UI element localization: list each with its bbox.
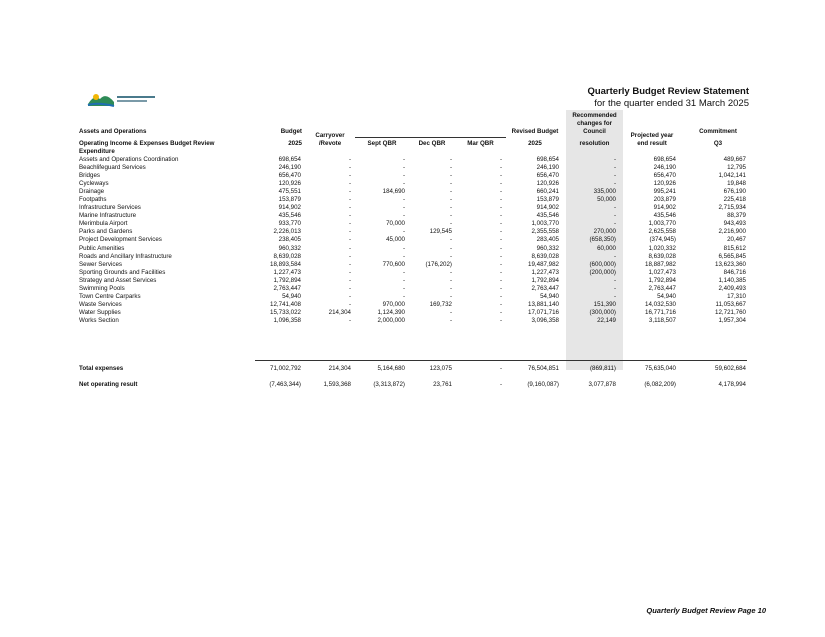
- header-budget: Budget: [280, 128, 302, 135]
- row-label: Town Centre Carparks: [79, 292, 141, 300]
- row-label: Bridges: [79, 172, 100, 180]
- net-sept: (3,313,872): [373, 381, 405, 388]
- cell-commit: 943,493: [723, 220, 746, 228]
- cell-commit: 19,848: [727, 180, 746, 188]
- cell-rec: -: [613, 252, 616, 260]
- cell-carry: -: [348, 284, 351, 292]
- cell-sept: 1,124,390: [377, 308, 405, 316]
- header-mar-qbr: Mar QBR: [467, 140, 494, 147]
- page-footer: Quarterly Budget Review Page 10: [646, 606, 766, 615]
- cell-rec: -: [613, 276, 616, 284]
- cell-proj: 14,032,530: [645, 300, 676, 308]
- net-projected: (6,082,209): [644, 381, 676, 388]
- cell-mar: -: [499, 204, 502, 212]
- cell-proj: 698,654: [653, 156, 676, 163]
- table-row: [79, 317, 747, 325]
- cell-carry: -: [348, 300, 351, 308]
- cell-budget: 18,893,584: [270, 260, 301, 268]
- cell-budget: 246,190: [278, 164, 301, 172]
- cell-commit: 1,957,304: [718, 316, 746, 324]
- net-mar: -: [499, 381, 502, 388]
- row-label: Water Supplies: [79, 308, 121, 316]
- row-label: Infrastructure Services: [79, 204, 141, 212]
- cell-commit: 2,409,493: [718, 284, 746, 292]
- table-row: [79, 212, 747, 220]
- table-row: [79, 204, 747, 212]
- row-label: Roads and Ancillary Infrastructure: [79, 252, 172, 260]
- cell-revised: 914,902: [536, 204, 559, 212]
- net-carryover: 1,593,368: [323, 381, 351, 388]
- cell-carry: -: [348, 180, 351, 188]
- cell-commit: 6,565,845: [718, 252, 746, 260]
- cell-proj: 3,118,507: [648, 316, 676, 324]
- table-row: [79, 293, 747, 301]
- total-commitment: 59,602,684: [715, 365, 746, 372]
- cell-mar: -: [499, 308, 502, 316]
- cell-budget: 933,770: [278, 220, 301, 228]
- header-budget-year: 2025: [288, 140, 302, 147]
- report-subtitle: for the quarter ended 31 March 2025: [594, 98, 749, 109]
- cell-commit: 88,379: [727, 212, 746, 220]
- row-label: Strategy and Asset Services: [79, 276, 157, 284]
- total-budget: 71,002,792: [270, 365, 301, 372]
- cell-mar: -: [499, 252, 502, 260]
- table-row: [79, 253, 747, 261]
- row-label: Footpaths: [79, 196, 107, 204]
- cell-mar: -: [499, 300, 502, 308]
- total-carryover: 214,304: [328, 365, 351, 372]
- cell-budget: 1,792,894: [273, 276, 301, 284]
- cell-dec: -: [449, 212, 452, 220]
- table-row: [79, 196, 747, 204]
- total-revised: 76,504,851: [528, 365, 559, 372]
- cell-dec: -: [449, 188, 452, 196]
- cell-budget: 698,654: [278, 156, 301, 163]
- cell-rec: -: [613, 164, 616, 172]
- cell-carry: -: [348, 244, 351, 252]
- net-recommended: 3,077,878: [588, 381, 616, 388]
- cell-dec: -: [449, 180, 452, 188]
- cell-commit: 12,795: [727, 164, 746, 172]
- cell-revised: 2,355,558: [531, 228, 559, 236]
- cell-proj: 203,879: [653, 196, 676, 204]
- cell-mar: -: [499, 260, 502, 268]
- cell-mar: -: [499, 188, 502, 196]
- cell-sept: -: [402, 284, 405, 292]
- cell-budget: 1,096,358: [273, 316, 301, 324]
- cell-mar: -: [499, 292, 502, 300]
- cell-carry: -: [348, 252, 351, 260]
- net-result-label: Net operating result: [79, 381, 138, 388]
- cell-sept: 184,690: [382, 188, 405, 196]
- row-label: Sporting Grounds and Facilities: [79, 268, 166, 276]
- cell-revised: 246,190: [536, 164, 559, 172]
- table-row: [79, 301, 747, 309]
- cell-proj: 16,771,716: [645, 308, 676, 316]
- header-sept-qbr: Sept QBR: [367, 140, 397, 147]
- cell-proj: 995,241: [653, 188, 676, 196]
- cell-sept: -: [402, 252, 405, 260]
- cell-proj: 656,470: [653, 172, 676, 180]
- cell-rec: -: [613, 284, 616, 292]
- cell-dec: -: [449, 164, 452, 172]
- cell-sept: 70,000: [386, 220, 405, 228]
- header-recommended: Recommended: [572, 112, 617, 119]
- cell-sept: -: [402, 204, 405, 212]
- cell-carry: -: [348, 164, 351, 172]
- totals-rule: [255, 360, 747, 361]
- cell-commit: 2,216,900: [718, 228, 746, 236]
- cell-proj: 914,902: [653, 204, 676, 212]
- cell-budget: 15,733,022: [270, 308, 301, 316]
- header-end-result: end result: [637, 140, 667, 147]
- table-row: [79, 156, 747, 164]
- header-carryover: Carryover: [315, 132, 345, 139]
- cell-sept: -: [402, 156, 405, 163]
- cell-budget: 1,227,473: [273, 268, 301, 276]
- table-row: [79, 164, 747, 172]
- total-sept: 5,164,680: [377, 365, 405, 372]
- cell-rec: 335,000: [593, 188, 616, 196]
- total-expenses-row: [79, 364, 747, 373]
- cell-budget: 12,741,408: [270, 300, 301, 308]
- cell-carry: -: [348, 236, 351, 244]
- cell-rec: -: [613, 180, 616, 188]
- total-mar: -: [499, 365, 502, 372]
- cell-carry: -: [348, 196, 351, 204]
- cell-mar: -: [499, 228, 502, 236]
- cell-rec: (200,000): [589, 268, 616, 276]
- cell-carry: -: [348, 204, 351, 212]
- cell-carry: -: [348, 276, 351, 284]
- cell-rec: (658,350): [589, 236, 616, 244]
- cell-proj: 1,003,770: [648, 220, 676, 228]
- cell-dec: -: [449, 220, 452, 228]
- table-row: [79, 228, 747, 236]
- cell-mar: -: [499, 276, 502, 284]
- header-resolution: resolution: [579, 140, 610, 147]
- cell-revised: 3,096,358: [531, 316, 559, 324]
- cell-revised: 960,332: [536, 244, 559, 252]
- header-revote: /Revote: [318, 140, 342, 147]
- cell-proj: 8,639,028: [648, 252, 676, 260]
- cell-sept: 45,000: [386, 236, 405, 244]
- row-label: Drainage: [79, 188, 105, 196]
- cell-carry: -: [348, 212, 351, 220]
- cell-sept: -: [402, 228, 405, 236]
- cell-dec: 169,732: [429, 300, 452, 308]
- cell-budget: 656,470: [278, 172, 301, 180]
- cell-sept: 2,000,000: [377, 316, 405, 324]
- cell-proj: 2,763,447: [648, 284, 676, 292]
- header-council: Council: [583, 128, 606, 135]
- row-label: Merimbula Airport: [79, 220, 128, 228]
- expenditure-table: [79, 156, 747, 325]
- cell-revised: 8,639,028: [531, 252, 559, 260]
- cell-budget: 914,902: [278, 204, 301, 212]
- cell-commit: 13,623,360: [715, 260, 746, 268]
- cell-rec: -: [613, 292, 616, 300]
- row-label: Marine Infrastructure: [79, 212, 137, 220]
- row-label: Works Section: [79, 316, 119, 324]
- cell-carry: -: [348, 268, 351, 276]
- cell-rec: -: [613, 156, 616, 163]
- row-label: Cycleways: [79, 180, 109, 188]
- table-row: [79, 180, 747, 188]
- cell-proj: 2,625,558: [648, 228, 676, 236]
- net-commitment: 4,178,994: [718, 381, 746, 388]
- cell-proj: 1,792,894: [648, 276, 676, 284]
- cell-budget: 54,940: [282, 292, 301, 300]
- cell-carry: -: [348, 220, 351, 228]
- cell-revised: 2,763,447: [531, 284, 559, 292]
- cell-commit: 20,467: [727, 236, 746, 244]
- cell-dec: -: [449, 316, 452, 324]
- cell-dec: -: [449, 292, 452, 300]
- cell-budget: 960,332: [278, 244, 301, 252]
- cell-dec: 129,545: [429, 228, 452, 236]
- header-q3: Q3: [713, 140, 723, 147]
- cell-proj: (374,945): [649, 236, 676, 244]
- cell-sept: -: [402, 212, 405, 220]
- cell-proj: 1,020,332: [648, 244, 676, 252]
- cell-rec: 60,000: [597, 244, 616, 252]
- header-revised-year: 2025: [528, 140, 542, 147]
- row-label: Assets and Operations Coordination: [79, 156, 179, 163]
- cell-mar: -: [499, 172, 502, 180]
- table-row: [79, 309, 747, 317]
- cell-commit: 1,140,385: [718, 276, 746, 284]
- cell-commit: 676,190: [723, 188, 746, 196]
- cell-rec: 50,000: [597, 196, 616, 204]
- total-expenses-label: Total expenses: [79, 365, 124, 372]
- cell-sept: -: [402, 244, 405, 252]
- cell-proj: 18,887,982: [645, 260, 676, 268]
- cell-commit: 815,612: [723, 244, 746, 252]
- cell-rec: (600,000): [589, 260, 616, 268]
- cell-mar: -: [499, 236, 502, 244]
- cell-carry: -: [348, 228, 351, 236]
- table-row: [79, 220, 747, 228]
- cell-sept: -: [402, 164, 405, 172]
- cell-revised: 1,227,473: [531, 268, 559, 276]
- cell-revised: 54,940: [540, 292, 559, 300]
- table-row: [79, 236, 747, 244]
- cell-proj: 246,190: [653, 164, 676, 172]
- cell-revised: 17,071,716: [528, 308, 559, 316]
- cell-mar: -: [499, 316, 502, 324]
- cell-revised: 283,405: [536, 236, 559, 244]
- header-dec-qbr: Dec QBR: [418, 140, 446, 147]
- cell-revised: 120,926: [536, 180, 559, 188]
- header-section-line2: Operating Income & Expenses Budget Review: [79, 140, 215, 147]
- cell-revised: 656,470: [536, 172, 559, 180]
- table-row: [79, 269, 747, 277]
- cell-rec: -: [613, 172, 616, 180]
- cell-carry: -: [348, 172, 351, 180]
- net-budget: (7,463,344): [269, 381, 301, 388]
- cell-sept: -: [402, 172, 405, 180]
- cell-budget: 475,551: [278, 188, 301, 196]
- row-label: Parks and Gardens: [79, 228, 133, 236]
- cell-commit: 1,042,141: [718, 172, 746, 180]
- cell-carry: 214,304: [328, 308, 351, 316]
- row-label: Project Development Services: [79, 236, 162, 244]
- council-logo: [84, 88, 160, 110]
- row-label: Waste Services: [79, 300, 122, 308]
- cell-sept: 970,000: [382, 300, 405, 308]
- cell-proj: 435,546: [653, 212, 676, 220]
- cell-budget: 153,879: [278, 196, 301, 204]
- header-section-line1: Assets and Operations: [79, 128, 147, 135]
- cell-sept: -: [402, 196, 405, 204]
- expenditure-heading: Expenditure: [79, 148, 115, 155]
- cell-budget: 120,926: [278, 180, 301, 188]
- cell-sept: 770,600: [382, 260, 405, 268]
- cell-mar: -: [499, 212, 502, 220]
- cell-sept: -: [402, 292, 405, 300]
- cell-mar: -: [499, 180, 502, 188]
- cell-rec: -: [613, 212, 616, 220]
- cell-mar: -: [499, 156, 502, 163]
- net-revised: (9,160,087): [527, 381, 559, 388]
- cell-budget: 2,226,013: [273, 228, 301, 236]
- cell-revised: 19,487,982: [528, 260, 559, 268]
- cell-mar: -: [499, 268, 502, 276]
- cell-commit: 11,053,667: [715, 300, 746, 308]
- cell-rec: 270,000: [593, 228, 616, 236]
- cell-carry: -: [348, 156, 351, 163]
- cell-sept: -: [402, 276, 405, 284]
- cell-revised: 660,241: [536, 188, 559, 196]
- cell-revised: 435,546: [536, 212, 559, 220]
- header-changes-for: changes for: [576, 120, 613, 127]
- cell-mar: -: [499, 220, 502, 228]
- cell-dec: (176,202): [425, 260, 452, 268]
- cell-commit: 12,721,760: [715, 308, 746, 316]
- cell-dec: -: [449, 308, 452, 316]
- cell-carry: -: [348, 316, 351, 324]
- cell-proj: 54,940: [657, 292, 676, 300]
- cell-sept: -: [402, 180, 405, 188]
- cell-budget: 2,763,447: [273, 284, 301, 292]
- cell-commit: 225,418: [723, 196, 746, 204]
- report-title: Quarterly Budget Review Statement: [587, 86, 749, 97]
- table-row: [79, 245, 747, 253]
- table-row: [79, 188, 747, 196]
- cell-dec: -: [449, 252, 452, 260]
- row-label: Swimming Pools: [79, 284, 125, 292]
- header-projected-year: Projected year: [630, 132, 674, 139]
- cell-rec: 22,149: [597, 316, 616, 324]
- table-row: [79, 277, 747, 285]
- cell-rec: (300,000): [589, 308, 616, 316]
- cell-commit: 489,667: [723, 156, 746, 163]
- cell-mar: -: [499, 196, 502, 204]
- total-dec: 123,075: [429, 365, 452, 372]
- cell-proj: 120,926: [653, 180, 676, 188]
- cell-dec: -: [449, 236, 452, 244]
- total-recommended: (869,811): [589, 365, 616, 372]
- cell-dec: -: [449, 156, 452, 163]
- cell-dec: -: [449, 196, 452, 204]
- cell-dec: -: [449, 172, 452, 180]
- cell-mar: -: [499, 164, 502, 172]
- cell-commit: 2,715,934: [718, 204, 746, 212]
- table-row: [79, 285, 747, 293]
- cell-commit: 846,716: [723, 268, 746, 276]
- net-operating-result-row: [79, 380, 747, 389]
- cell-budget: 238,405: [278, 236, 301, 244]
- cell-budget: 435,546: [278, 212, 301, 220]
- cell-revised: 698,654: [536, 156, 559, 163]
- cell-dec: -: [449, 204, 452, 212]
- cell-mar: -: [499, 284, 502, 292]
- table-row: [79, 172, 747, 180]
- row-label: Public Amenities: [79, 244, 125, 252]
- row-label: Sewer Services: [79, 260, 122, 268]
- table-row: [79, 261, 747, 269]
- row-label: Beachlifeguard Services: [79, 164, 146, 172]
- cell-revised: 1,792,894: [531, 276, 559, 284]
- qbr-group-rule: [355, 137, 506, 138]
- cell-carry: -: [348, 292, 351, 300]
- cell-sept: -: [402, 268, 405, 276]
- cell-revised: 13,881,140: [528, 300, 559, 308]
- cell-rec: -: [613, 204, 616, 212]
- cell-rec: -: [613, 220, 616, 228]
- header-revised-budget: Revised Budget: [511, 128, 559, 135]
- cell-dec: -: [449, 268, 452, 276]
- cell-carry: -: [348, 188, 351, 196]
- cell-revised: 153,879: [536, 196, 559, 204]
- cell-rec: 151,390: [593, 300, 616, 308]
- cell-dec: -: [449, 284, 452, 292]
- cell-mar: -: [499, 244, 502, 252]
- cell-revised: 1,003,770: [531, 220, 559, 228]
- total-projected: 75,635,040: [645, 365, 676, 372]
- cell-budget: 8,639,028: [273, 252, 301, 260]
- net-dec: 23,761: [433, 381, 452, 388]
- cell-carry: -: [348, 260, 351, 268]
- cell-proj: 1,027,473: [648, 268, 676, 276]
- cell-commit: 17,310: [727, 292, 746, 300]
- cell-dec: -: [449, 244, 452, 252]
- cell-dec: -: [449, 276, 452, 284]
- header-commitment: Commitment: [699, 128, 737, 135]
